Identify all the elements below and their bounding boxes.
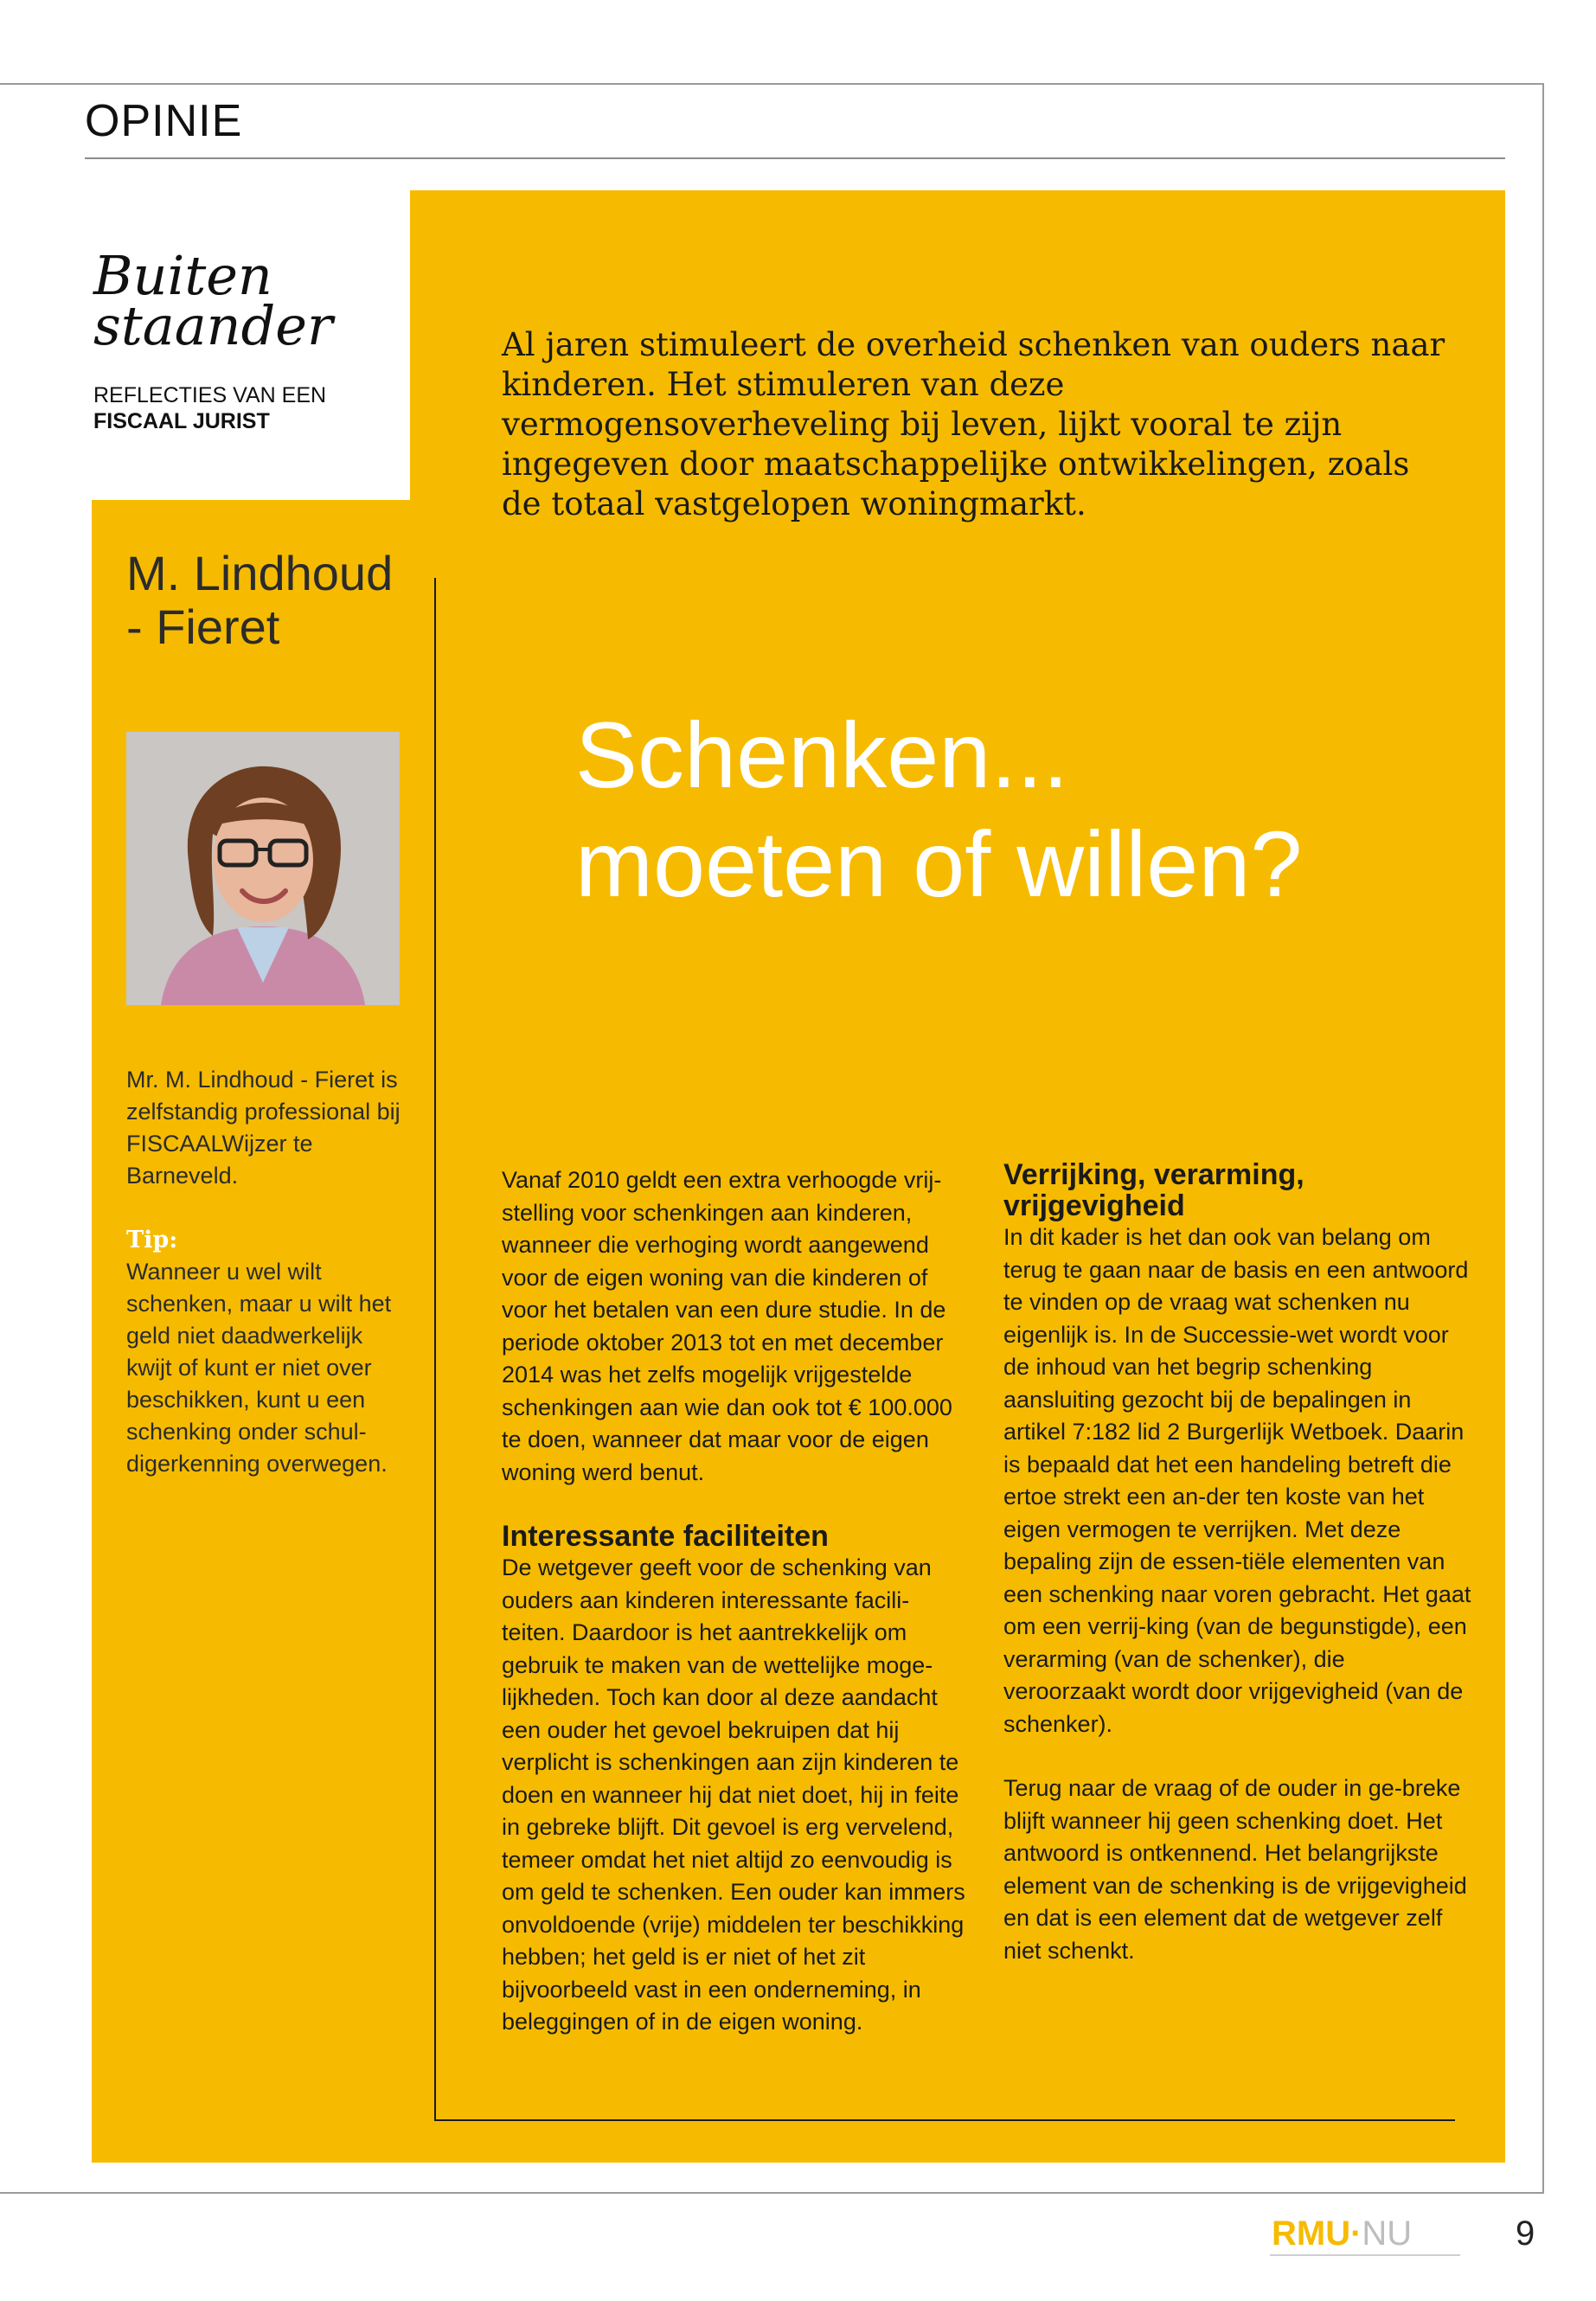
brand-subtitle (93, 382, 326, 434)
author-bio-box (126, 1064, 412, 1480)
brand-title-line1: Buiten (93, 244, 272, 307)
tip-label: Tip: (126, 1227, 178, 1253)
brand-subtitle-line1: REFLECTIES VAN EEN (93, 383, 327, 407)
frame-bottom-line (0, 2192, 1544, 2194)
article-column-1 (502, 1164, 971, 2039)
column-divider-horizontal (434, 2119, 1455, 2121)
headline-line1: Schenken... (575, 702, 1069, 807)
logo-dot: · (1350, 2214, 1362, 2253)
author-name-line1: M. Lindhoud (126, 546, 394, 600)
column-brand (93, 244, 333, 357)
article-headline (575, 701, 1492, 919)
logo-underline (1270, 2254, 1460, 2256)
page-number: 9 (1516, 2214, 1535, 2253)
column2-paragraph-1: In dit kader is het dan ook van belang om terug te gaan naar de basis en een antwoord te vinden op de vraag wat schenken nu eigenlijk is. In de Successie-wet wordt voor de inhoud van het begrip schenking aansluiting gezocht bij de bepalingen in artikel 7:182 lid 2 Burgerlijk Wetboek. Daarin is bepaald dat het een handeling betreft die ertoe strekt een an-der ten koste van het eigen vermogen te verrijken. Met deze bepaling zijn de essen-tiële elementen van een schenking naar voren gebracht. Het gaat om een verrij-king (van de begunstigde), een verarming (van de schenker), die veroorzaakt wordt door vrijgevigheid (van de schenker). (1003, 1224, 1471, 1737)
logo-suffix: NU (1362, 2214, 1413, 2253)
column1-subheading: Interessante faciliteiten (502, 1520, 829, 1553)
column2-subheading: Verrijking, verarming, vrijgevigheid (1003, 1158, 1304, 1222)
article-column-2 (1003, 1159, 1472, 1967)
tip-text: Wanneer u wel wilt schenken, maar u wilt het geld niet daadwerkelijk kwijt of kunt er niet over beschikken, kunt u een schenking onder schul-digerkenning overwegen. (126, 1259, 392, 1477)
logo-main: RMU (1272, 2214, 1351, 2253)
author-name (126, 547, 412, 654)
column2-paragraph-2: Terug naar de vraag of de ouder in ge-breke blijft wanneer hij geen schenking doet. Het antwoord is ontkennend. Het belangrijkste element van de schenking is de vrijgevigheid en dat is een element dat de wetgever zelf niet schenkt. (1003, 1775, 1467, 1964)
publication-logo (1272, 2214, 1412, 2253)
section-divider (85, 157, 1505, 159)
author-name-line2: - Fieret (126, 599, 280, 654)
frame-right-line (1542, 83, 1544, 2194)
section-label: OPINIE (85, 96, 243, 146)
column1-paragraph-2: De wetgever geeft voor de schenking van ouders aan kinderen interessante facili-teiten. Daardoor is het aantrekkelijk om gebruik te maken van de wettelijke moge-lijkheden. Toch kan door al deze aandacht een ouder het gevoel bekruipen dat hij verplicht is schenkingen aan zijn kinderen te doen en wanneer hij dat niet doet, hij in feite in gebreke blijft. Dit gevoel is erg vervelend, temeer omdat het niet altijd zo eenvoudig is om geld te schenken. Een ouder kan immers onvoldoende (vrije) middelen ter beschikking hebben; het geld is er niet of het zit bijvoorbeeld vast in een onderneming, in beleggingen of in de eigen woning. (502, 1554, 965, 2035)
brand-title-line2: staander (93, 294, 333, 357)
author-photo (126, 732, 400, 1005)
frame-top-line (0, 83, 1544, 85)
brand-subtitle-line2: FISCAAL JURIST (93, 409, 270, 433)
author-portrait-illustration (126, 732, 400, 1005)
headline-line2: moeten of willen? (575, 811, 1303, 916)
column1-paragraph-1: Vanaf 2010 geldt een extra verhoogde vrij-stelling voor schenkingen aan kinderen, wanneer die verhoging wordt aangewend voor de eigen woning van die kinderen of voor het betalen van een dure studie. In de periode oktober 2013 tot en met december 2014 was het zelfs mogelijk vrijgestelde schenkingen aan wie dan ook tot € 100.000 te doen, wanneer dat maar voor de eigen woning werd benut. (502, 1167, 952, 1485)
column-divider-vertical (434, 578, 436, 2121)
author-bio: Mr. M. Lindhoud - Fieret is zelfstandig professional bij FISCAALWijzer te Barneveld. (126, 1067, 401, 1189)
article-intro: Al jaren stimuleert de overheid schenken van ouders naar kinderen. Het stimuleren van deze vermogensoverheveling bij leven, lijkt vooral te zijn ingegeven door maatschappelijke ontwikkelingen, zoals de totaal vastgelopen woningmarkt. (502, 326, 1445, 522)
